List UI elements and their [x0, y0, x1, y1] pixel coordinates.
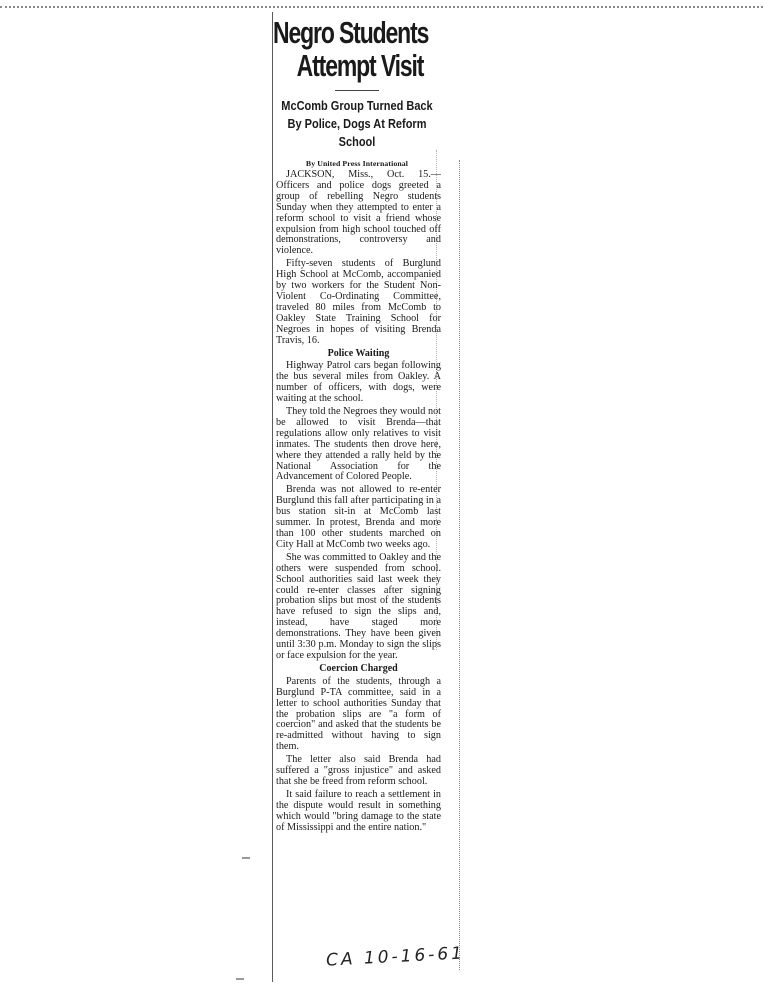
handwritten-date-note: CA 10-16-61: [325, 943, 466, 971]
right-dotted-border: [459, 160, 460, 970]
scan-speck: [236, 978, 244, 980]
deck-headline: McComb Group Turned Back By Police, Dogs At Reform School: [281, 99, 433, 149]
paragraph: Highway Patrol cars began following the bus several miles from Oakley. A number of officers, with dogs, were waiting at the school.: [276, 360, 441, 405]
paragraph: JACKSON, Miss., Oct. 15.— Officers and police dogs greeted a group of rebelling Negro students Sunday when they attempted to enter a reform school to visit a friend whose expulsion from high school touched off demonstrations, controversy and violence.: [276, 169, 441, 257]
paragraph: They told the Negroes they would not be allowed to visit Brenda—that regulations allow only relatives to visit inmates. The students then drove here, where they attended a rally held by the National Association for the Advancement of Colored People.: [276, 406, 441, 483]
paragraph: Brenda was not allowed to re-enter Burglund this fall after participating in a bus station sit-in at McComb last summer. In protest, Brenda and more than 100 other students marched on City Hall at McComb two weeks ago.: [276, 484, 441, 550]
scan-speck: [242, 857, 250, 859]
headline-line-1: Negro Students: [273, 15, 429, 50]
paragraph: It said failure to reach a settlement in the dispute would result in something which would "bring damage to the state of Mississippi and the entire nation.": [276, 788, 441, 833]
headline-rule: [335, 90, 379, 91]
paragraph: The letter also said Brenda had suffered a "gross injustice" and asked that she be freed from reform school.: [276, 754, 441, 787]
subhead-police-waiting: Police Waiting: [327, 347, 390, 359]
headline-line-2: Attempt Visit: [296, 48, 424, 83]
headline: [273, 16, 436, 82]
paragraph: Parents of the students, through a Burglund P-TA committee, said in a letter to school authorities Sunday that the probation slips are "a form of coercion" and asked that the students be re-admitted without having to sign them.: [276, 675, 441, 753]
article-body: [273, 170, 441, 833]
top-dotted-border: [0, 6, 763, 8]
byline: By United Press International: [305, 159, 409, 168]
newspaper-clipping: [272, 12, 441, 982]
subhead-coercion-charged: Coercion Charged: [319, 662, 398, 674]
paragraph: She was committed to Oakley and the others were suspended from school. School authorities said last week they could re-enter classes after signing probation slips but most of the students have refused to sign the slips and, instead, have staged more demonstrations. They have been given until 3:30 p.m. Monday to sign the slips or face expulsion for the year.: [276, 551, 441, 661]
paragraph: Fifty-seven students of Burglund High School at McComb, accompanied by two workers for the Student Non-Violent Co-Ordinating Committee, traveled 80 miles from McComb to Oakley State Training School for Negroes in hopes of visiting Brenda Travis, 16.: [276, 258, 441, 346]
